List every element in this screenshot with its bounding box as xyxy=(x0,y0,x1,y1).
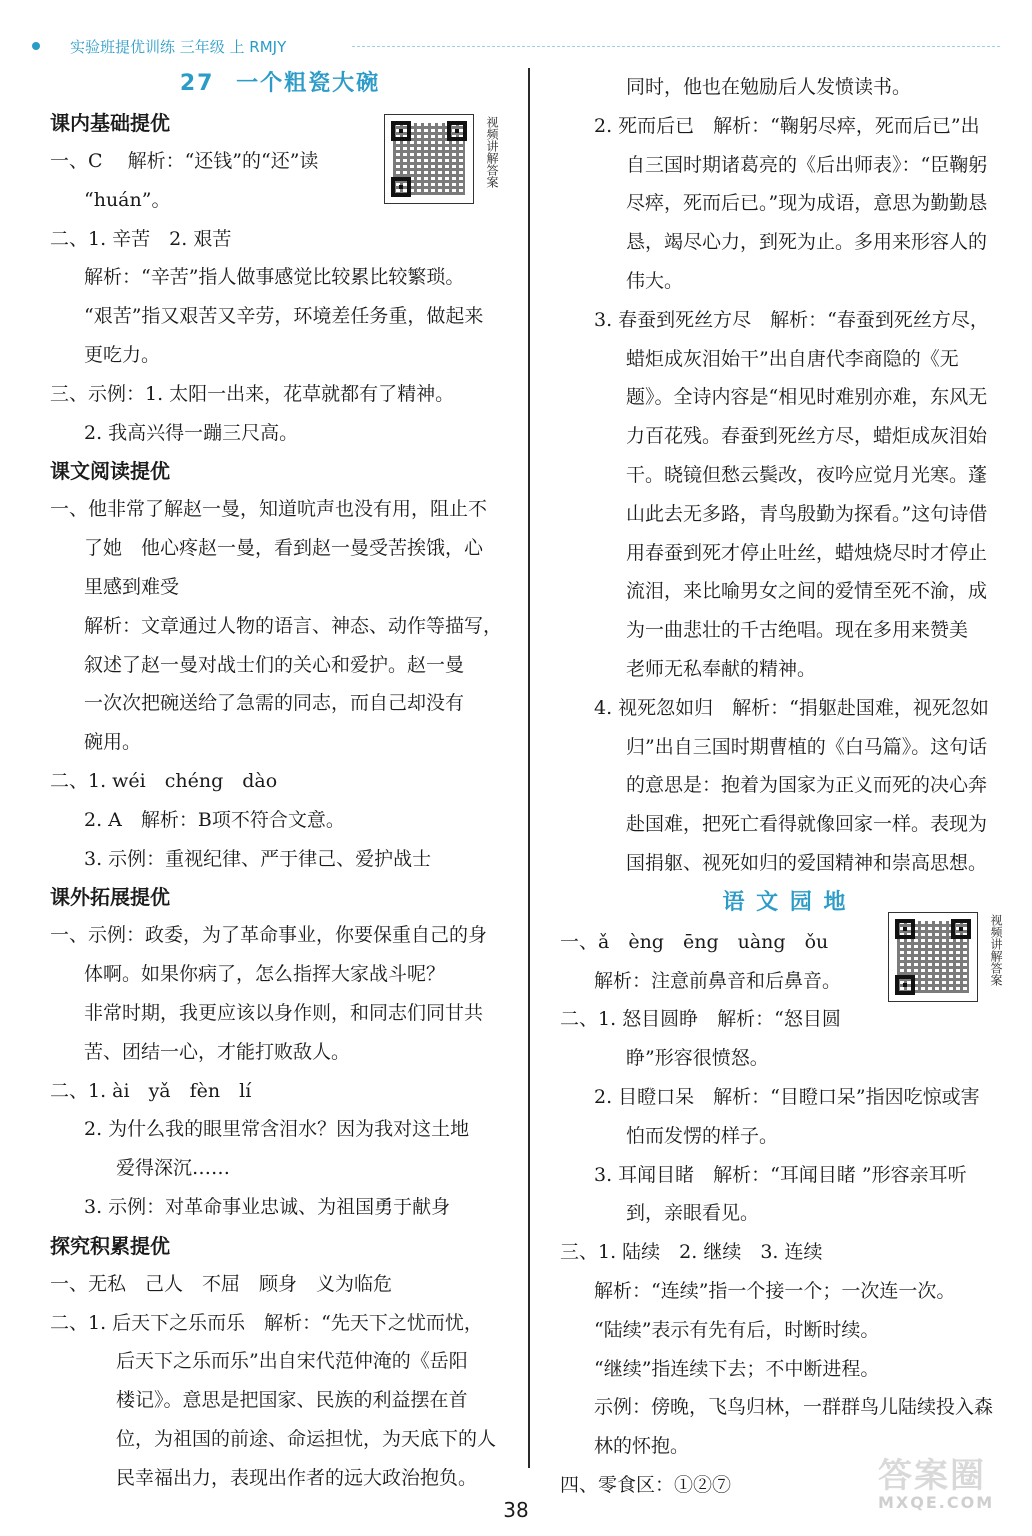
watermark-line2: MXQE.COM xyxy=(878,1493,995,1512)
answer-line: 二、1. 怒目圆睁 解析：“怒目圆 xyxy=(560,1008,841,1031)
answer-line: 到，亲眼看见。 xyxy=(626,1202,760,1225)
answer-line: 位，为祖国的前途、命运担忧，为天底下的人 xyxy=(116,1427,497,1450)
answer-line: 3. 示例：对革命事业忠诚、为祖国勇于献身 xyxy=(84,1195,451,1218)
answer-line: 尽瘁，死而后已。”现为成语，意思为勤勤恳 xyxy=(626,192,988,215)
answer-line: 赴国难，把死亡看得就像回家一样。表现为 xyxy=(626,813,988,836)
answer-line: 国捐躯、视死如归的爱国精神和崇高思想。 xyxy=(626,851,988,874)
page-number: 38 xyxy=(503,1498,529,1522)
right-answers xyxy=(560,68,1010,1505)
qr-code-icon[interactable] xyxy=(384,114,474,204)
lesson-number: 27 xyxy=(179,71,215,96)
qr-code-icon[interactable] xyxy=(888,912,978,1002)
answer-line: 3. 耳闻目睹 解析：“耳闻目睹 ”形容亲耳听 xyxy=(594,1163,967,1186)
answer-line: 归”出自三国时期曹植的《白马篇》。这句话 xyxy=(626,735,988,758)
left-column xyxy=(50,64,510,1498)
section-heading: 课文阅读提优 xyxy=(50,459,170,484)
header-dot-icon xyxy=(32,42,40,50)
section-heading: 课内基础提优 xyxy=(50,111,170,135)
lesson-title xyxy=(50,64,510,104)
answer-line: 四、零食区：①②⑦ xyxy=(560,1473,732,1496)
watermark-logo xyxy=(878,1458,998,1514)
answer-line: 3. 春蚕到死丝方尽 解析：“春蚕到死丝方尽， xyxy=(594,308,989,331)
answer-line: “艰苦”指又艰苦又辛劳，环境差任务重，做起来 xyxy=(84,305,484,328)
answer-line: 苦、团结一心，才能打败敌人。 xyxy=(84,1040,351,1063)
answer-line: 伟大。 xyxy=(626,269,684,292)
section-heading: 课外拓展提优 xyxy=(50,885,170,910)
answer-line: 楼记》。意思是把国家、民族的利益摆在首 xyxy=(116,1389,468,1412)
answer-line: 爱得深沉…… xyxy=(116,1157,231,1180)
header-text: 实验班提优训练 三年级 上 RMJY xyxy=(70,38,287,56)
answer-line: “陆续”表示有先有后，时断时续。 xyxy=(594,1318,880,1341)
answer-line: 示例：傍晚，飞鸟归林，一群群鸟儿陆续投入森 xyxy=(594,1396,994,1419)
answer-line: 后天下之乐而乐”出自宋代范仲淹的《岳阳 xyxy=(116,1350,468,1373)
answer-line: 用春蚕到死才停止吐丝，蜡烛烧尽时才停止 xyxy=(626,541,988,564)
answer-line: 为一曲悲壮的千古绝唱。现在多用来赞美 xyxy=(626,619,969,642)
answer-line: 4. 视死忽如归 解析：“捐躯赴国难，视死忽如 xyxy=(594,696,989,719)
answer-line: 解析：“辛苦”指人做事感觉比较累比较繁琐。 xyxy=(84,266,465,289)
answer-line: 一、C 解析：“还钱”的“还”读 xyxy=(50,150,319,172)
answer-line: 碗用。 xyxy=(84,731,142,754)
answer-line: 恳，竭尽心力，到死为止。多用来形容人的 xyxy=(626,231,988,254)
right-column xyxy=(560,68,1010,1505)
answer-line: “继续”指连续下去；不中断进程。 xyxy=(594,1357,880,1380)
answer-line: 一、ǎ èng ēng uàng ǒu xyxy=(560,930,829,953)
answer-line: 二、1. ài yǎ fèn lí xyxy=(50,1079,252,1102)
answer-line: “huán”。 xyxy=(84,188,171,211)
answer-line: 林的怀抱。 xyxy=(594,1435,690,1458)
left-answers xyxy=(50,104,510,1498)
qr-label: 视频讲解答案 xyxy=(989,914,1003,986)
answer-line: 3. 示例：重视纪律、严于律己、爱护战士 xyxy=(84,847,432,870)
answer-line: 三、示例：1. 太阳一出来，花草就都有了精神。 xyxy=(50,382,455,405)
answer-line: 民幸福出力，表现出作者的远大政治抱负。 xyxy=(116,1466,478,1489)
watermark-line1: 答案圈 xyxy=(878,1456,986,1496)
answer-line: 2. 死而后已 解析：“鞠躬尽瘁，死而后已”出 xyxy=(594,114,980,137)
answer-line: 2. 目瞪口呆 解析：“目瞪口呆”指因吃惊或害 xyxy=(594,1085,980,1108)
answer-line: 2. A 解析：B项不符合文意。 xyxy=(84,808,345,831)
answer-line: 一次次把碗送给了急需的同志，而自己却没有 xyxy=(84,692,465,715)
answer-line: 的意思是：抱着为国家为正义而死的决心奔 xyxy=(626,774,988,797)
answer-line: 怕而发愣的样子。 xyxy=(626,1124,779,1147)
answer-line: 更吃力。 xyxy=(84,343,161,366)
answer-line: 了她 他心疼赵一曼，看到赵一曼受苦挨饿，心 xyxy=(84,537,484,560)
section-heading: 探究积累提优 xyxy=(50,1233,170,1258)
answer-line: 二、1. 后天下之乐而乐 解析：“先天下之忧而忧， xyxy=(50,1311,483,1334)
answer-line: 叙述了赵一曼对战士们的关心和爱护。赵一曼 xyxy=(84,653,465,676)
answer-line: 三、1. 陆续 2. 继续 3. 连续 xyxy=(560,1241,823,1264)
running-header xyxy=(32,36,1000,56)
answer-line: 非常时期，我更应该以身作则，和同志们同甘共 xyxy=(84,1001,484,1024)
answer-line: 一、无私 己人 不屈 顾身 义为临危 xyxy=(50,1272,393,1295)
answer-line: 老师无私奉献的精神。 xyxy=(626,657,817,680)
answer-line: 山此去无多路，青鸟殷勤为探看。”这句诗借 xyxy=(626,502,988,525)
lesson-name: 一个粗瓷大碗 xyxy=(236,71,381,96)
answer-line: 二、1. 辛苦 2. 艰苦 xyxy=(50,227,232,250)
answer-line: 同时，他也在勉励后人发愤读书。 xyxy=(626,76,912,98)
answer-line: 里感到难受 xyxy=(84,575,180,598)
answer-line: 2. 为什么我的眼里常含泪水？因为我对这土地 xyxy=(84,1118,470,1141)
answer-line: 蜡炬成灰泪始干”出自唐代李商隐的《无 xyxy=(626,347,959,370)
answer-line: 流泪，来比喻男女之间的爱情至死不渝，成 xyxy=(626,580,988,603)
answer-line: 2. 我高兴得一蹦三尺高。 xyxy=(84,421,299,444)
qr-label: 视频讲解答案 xyxy=(485,116,499,188)
answer-line: 解析：文章通过人物的语言、神态、动作等描写， xyxy=(84,614,503,637)
answer-line: 干。晓镜但愁云鬓改，夜吟应觉月光寒。蓬 xyxy=(626,463,988,486)
answer-line: 二、1. wéi chéng dào xyxy=(50,769,278,792)
answer-line: 力百花残。春蚕到死丝方尽，蜡炬成灰泪始 xyxy=(626,425,988,448)
answer-line: 解析：注意前鼻音和后鼻音。 xyxy=(594,969,842,992)
answer-line: 一、示例：政委，为了革命事业，你要保重自己的身 xyxy=(50,924,488,947)
answer-line: 解析：“连续”指一个接一个；一次连一次。 xyxy=(594,1279,956,1302)
answer-line: 题》。全诗内容是“相见时难别亦难，东风无 xyxy=(626,386,988,409)
section-title: 语 文 园 地 xyxy=(722,889,848,915)
answer-line: 睁”形容很愤怒。 xyxy=(626,1047,769,1070)
header-rule xyxy=(352,46,1000,47)
answer-line: 自三国时期诸葛亮的《后出师表》：“臣鞠躬 xyxy=(626,153,988,176)
answer-line: 一、他非常了解赵一曼，知道吭声也没有用，阻止不 xyxy=(50,498,488,521)
column-divider xyxy=(528,68,530,1468)
answer-line: 体啊。如果你病了，怎么指挥大家战斗呢？ xyxy=(84,963,446,986)
